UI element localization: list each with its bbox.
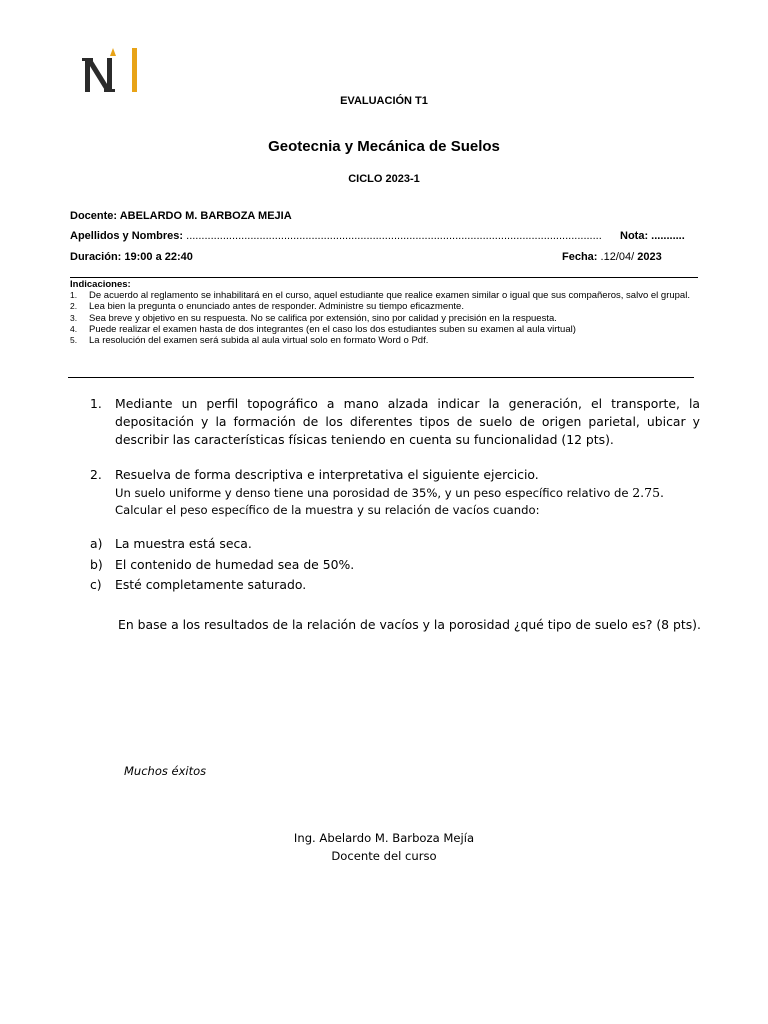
date-label: Fecha: — [562, 251, 598, 263]
divider-bottom — [68, 377, 694, 378]
teacher-name: ABELARDO M. BARBOZA MEJIA — [119, 210, 292, 222]
indications-block — [70, 279, 710, 346]
names-field[interactable]: ........................................................................................................................................ — [186, 230, 602, 242]
option-b: b) El contenido de humedad sea de 50%. — [90, 556, 355, 572]
indication-item: 1. De acuerdo al reglamento se inhabilitará en el curso, aquel estudiante que realice examen similar o igual que sus compañeros, salvo el grupal. — [70, 290, 690, 302]
question-2 — [90, 466, 700, 519]
question-2-options — [90, 534, 700, 596]
indications-list — [70, 290, 710, 346]
date-year: 2023 — [637, 251, 662, 263]
question-1 — [90, 395, 700, 449]
question-2-intro: Resuelva de forma descriptiva e interpretativa el siguiente ejercicio. — [115, 467, 539, 482]
specific-gravity-value: 2.75. — [632, 485, 665, 500]
option-c: c) Esté completamente saturado. — [90, 577, 307, 592]
logo-letter-n — [82, 58, 115, 92]
teacher-row — [70, 210, 292, 222]
grade-label: Nota: — [620, 230, 649, 242]
cycle-label: CICLO 2023-1 — [348, 173, 420, 185]
option-a: a) La muestra está seca. — [90, 536, 252, 551]
grade-row — [620, 230, 685, 242]
indication-item: 2. Lea bien la pregunta o enunciado antes de responder. Administre su tiempo eficazmente. — [70, 301, 464, 313]
question-1-text: Mediante un perfil topográfico a mano alzada indicar la generación, el transporte, la depositación y la formación de los diferentes tipos de suelo de origen parietal, ubicar y describir las características físicas teniendo en cuenta su funcionalidad (12 pts). — [115, 396, 700, 447]
closing-wish: Muchos éxitos — [124, 764, 207, 778]
duration-value: 19:00 a 22:40 — [124, 251, 193, 263]
signer-name: Ing. Abelardo M. Barboza Mejía — [293, 831, 475, 845]
question-2-number: 2. — [90, 467, 102, 482]
indications-label: Indicaciones: — [70, 279, 131, 290]
course-title: Geotecnia y Mecánica de Suelos — [268, 138, 500, 155]
question-2-task: Calcular el peso específico de la muestra y su relación de vacíos cuando: — [115, 503, 540, 517]
question-2-statement: Un suelo uniforme y denso tiene una porosidad de 35%, y un peso específico relativo de 2.75. — [115, 485, 665, 500]
indication-item: 3. Sea breve y objetivo en su respuesta. No se califica por extensión, sino por calidad y precisión en la respuesta. — [70, 312, 557, 324]
names-label: Apellidos y Nombres: — [70, 230, 184, 242]
signer-role: Docente del curso — [331, 849, 437, 863]
question-1-number: 1. — [90, 396, 102, 411]
question-2-final: En base a los resultados de la relación de vacíos y la porosidad ¿qué tipo de suelo es? (8 pts). — [118, 617, 701, 632]
logo-accent-bar — [132, 48, 137, 92]
indication-item: 5. La resolución del examen será subida al aula virtual solo en formato Word o Pdf. — [70, 335, 429, 347]
duration-row — [70, 251, 193, 263]
date-value: .12/04/ — [600, 251, 635, 263]
teacher-label: Docente: — [70, 210, 118, 222]
duration-label: Duración: — [70, 251, 122, 263]
date-row — [562, 251, 662, 263]
exam-label: EVALUACIÓN T1 — [340, 95, 428, 107]
divider-top — [70, 277, 698, 278]
names-row — [70, 230, 610, 242]
indication-item: 4. Puede realizar el examen hasta de dos integrantes (en el caso los dos estudiantes suben su examen al aula virtual) — [70, 323, 576, 335]
university-logo — [82, 46, 142, 96]
logo-flame-icon — [110, 48, 116, 56]
grade-field[interactable]: ........... — [651, 230, 685, 242]
